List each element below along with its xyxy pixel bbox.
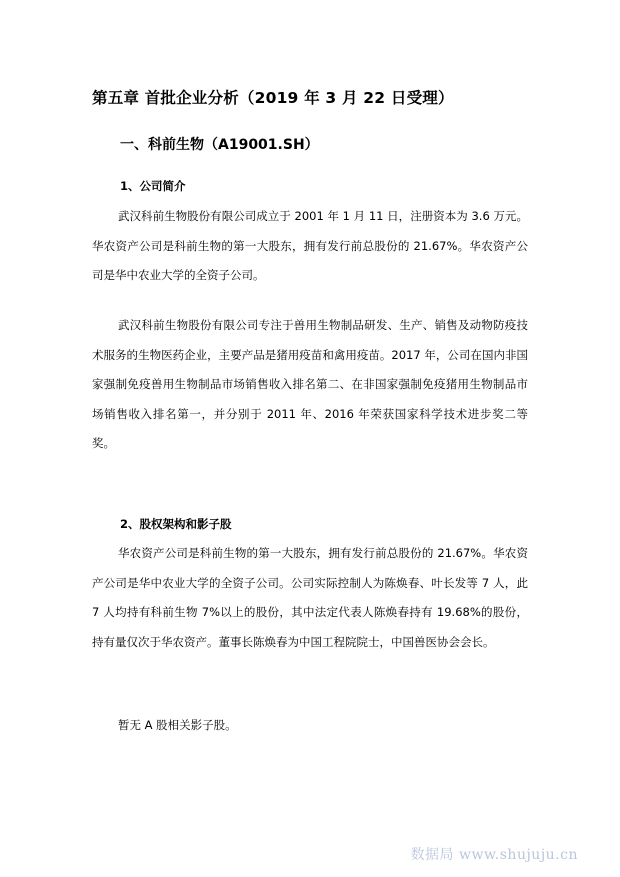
chapter-title: 第五章 首批企业分析（2019 年 3 月 22 日受理） <box>92 89 454 107</box>
section-title: 一、科前生物（A19001.SH） <box>120 137 319 153</box>
paragraph-equity-structure-1: 华农资产公司是科前生物的第一大股东，拥有发行前总股份的 21.67%。华农资产公司是华中农业大学的全资子公司。公司实际控制人为陈焕春、叶长发等 7 人，此 7 人均持有科前生物 7%以上的股份，其中法定代表人陈焕春持有 19.68%的股份，持有量仅次于华农资产。董事长陈焕春为中国工程院院士，中国兽医协会会长。 <box>92 546 528 649</box>
site-watermark: 数据局 www.shujuju.cn <box>410 847 578 863</box>
paragraph-equity-structure-2: 暂无 A 股相关影子股。 <box>118 718 237 732</box>
subsection-title-company-intro: 1、公司简介 <box>120 179 186 193</box>
paragraph-company-intro-1: 武汉科前生物股份有限公司成立于 2001 年 1 月 11 日，注册资本为 3.6 万元。华农资产公司是科前生物的第一大股东，拥有发行前总股份的 21.67%。华农资产公司是华中农业大学的全资子公司。 <box>92 209 528 283</box>
subsection-title-equity-structure: 2、股权架构和影子股 <box>120 517 232 531</box>
paragraph-company-intro-2: 武汉科前生物股份有限公司专注于兽用生物制品研发、生产、销售及动物防疫技术服务的生物医药企业，主要产品是猪用疫苗和禽用疫苗。2017 年，公司在国内非国家强制免疫兽用生物制品市场销售收入排名第二、在非国家强制免疫猪用生物制品市场销售收入排名第一，并分别于 2011 年、2016 年荣获国家科学技术进步奖二等奖。 <box>92 318 528 451</box>
